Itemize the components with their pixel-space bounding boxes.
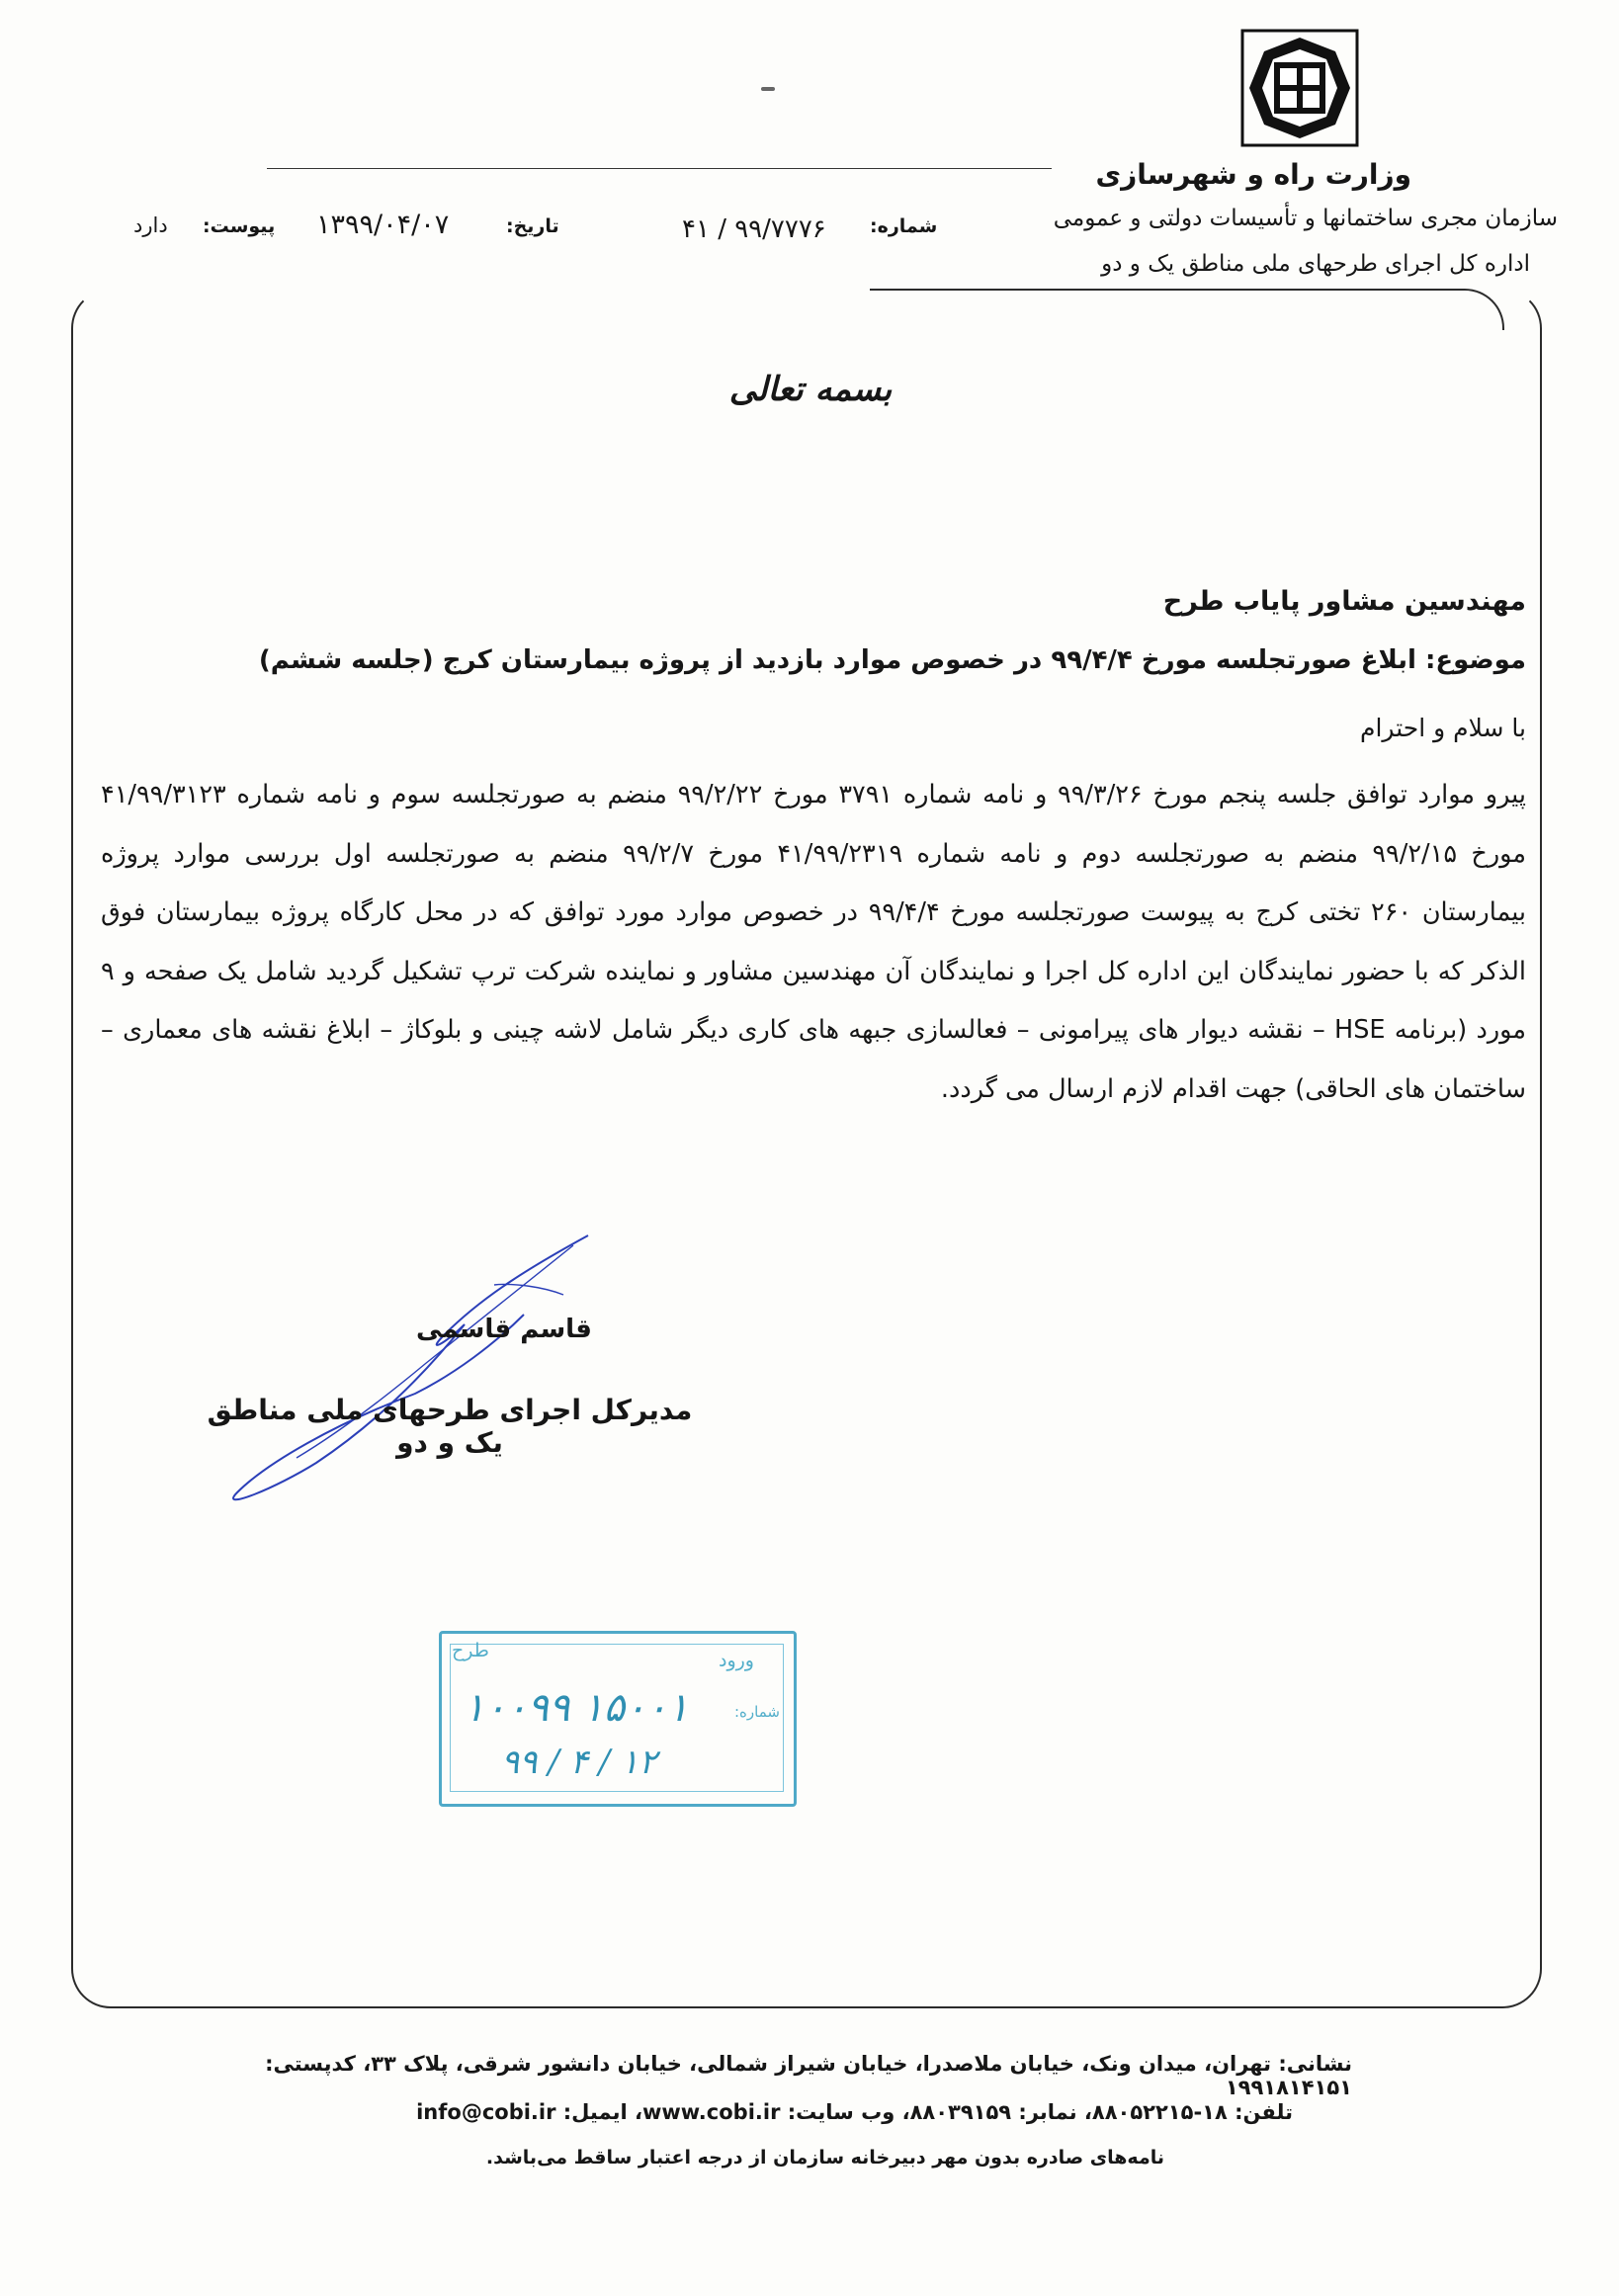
footer-address: نشانی: تهران، میدان ونک، خیابان ملاصدرا، خیابان شیراز شمالی، خیابان دانشور شرقی، پلاک ۳۳، کدپستی: ۱۹۹۱۸۱۴۱۵۱ bbox=[265, 2052, 1352, 2099]
attachment-value: دارد bbox=[133, 213, 168, 237]
footer-note: نامه‌های صادره بدون مهر دبیرخانه سازمان از درجه اعتبار ساقط می‌باشد. bbox=[485, 2147, 1164, 2168]
stamp-incoming-label: ورود bbox=[719, 1650, 754, 1671]
incoming-stamp bbox=[439, 1631, 797, 1807]
footer-contact: تلفن: ۱۸-۸۸۰۵۲۲۱۵، نمابر: ۸۸۰۳۹۱۵۹، وب سایت: www.cobi.ir، ایمیل: info@cobi.ir bbox=[416, 2100, 1293, 2124]
header-divider bbox=[267, 168, 1052, 169]
letter-frame bbox=[71, 289, 1542, 2008]
letter-body: پیرو موارد توافق جلسه پنجم مورخ ۹۹/۳/۲۶ و نامه شماره ۳۷۹۱ مورخ ۹۹/۲/۲۲ منضم به صورتجلسه سوم و نامه شماره ۴۱/۹۹/۳۱۲۳ مورخ ۹۹/۲/۱۵ منضم به صورتجلسه دوم و نامه شماره ۴۱/۹۹/۲۳۱۹ مورخ ۹۹/۲/۷ منضم به صورتجلسه اول بررسی موارد پروژه بیمارستان ۲۶۰ تختی کرج به پیوست صورتجلسه مورخ ۹۹/۴/۴ در خصوص موارد مورد توافق که در محل کارگاه پروژه بیمارستان فوق الذکر که با حضور نمایندگان این اداره کل اجرا و نمایندگان آن مهندسین مشاور و نماینده شرکت ترپ تشکیل گردید شامل یک صفحه و ۹ مورد (برنامه HSE – نقشه دیوار های پیرامونی – فعالسازی جبهه های کاری دیگر شامل لاشه چینی و بلوکاژ – ابلاغ نقشه های معماری – ساختمان های الحاقی) جهت اقدام لازم ارسال می گردد. bbox=[101, 780, 1527, 1104]
recipient: مهندسین مشاور پایاب طرح bbox=[1162, 586, 1526, 617]
scan-speck bbox=[761, 87, 775, 91]
number-label: شماره: bbox=[870, 215, 938, 237]
stamp-handwritten-number: ۱۰۰۹۹ ۱۵۰۰۱ bbox=[464, 1685, 689, 1731]
stamp-number-label: شماره: bbox=[734, 1703, 780, 1721]
stamp-handwritten-date: ۹۹ / ۴ / ۱۲ bbox=[501, 1743, 657, 1782]
ministry-name: وزارت راه و شهرسازی bbox=[1095, 158, 1411, 191]
basmala-heading: بسمه تعالی bbox=[728, 370, 893, 409]
number-value: ۴۱ / ۹۹/۷۷۷۶ bbox=[682, 214, 826, 244]
attachment-label: پیوست: bbox=[203, 215, 276, 237]
handwritten-signature bbox=[198, 1226, 593, 1512]
date-value: ۱۳۹۹/۰۴/۰۷ bbox=[316, 210, 450, 240]
signatory-title: مدیرکل اجرای طرحهای ملی مناطق یک و دو bbox=[207, 1394, 693, 1459]
ministry-emblem-icon bbox=[1239, 28, 1360, 148]
organization-name: سازمان مجری ساختمانها و تأسیسات دولتی و عمومی bbox=[1053, 206, 1558, 231]
stamp-project-label: طرح bbox=[452, 1640, 489, 1661]
greeting: با سلام و احترام bbox=[1360, 714, 1526, 742]
date-label: تاریخ: bbox=[506, 215, 559, 237]
subject-line: موضوع: ابلاغ صورتجلسه مورخ ۹۹/۴/۴ در خصوص موارد بازدید از پروژه بیمارستان کرج (جلسه ششم) bbox=[258, 645, 1526, 675]
signatory-name: قاسم قاسمی bbox=[416, 1315, 592, 1344]
department-name: اداره کل اجرای طرحهای ملی مناطق یک و دو bbox=[1101, 251, 1530, 277]
letter-frame-top bbox=[870, 289, 1504, 330]
